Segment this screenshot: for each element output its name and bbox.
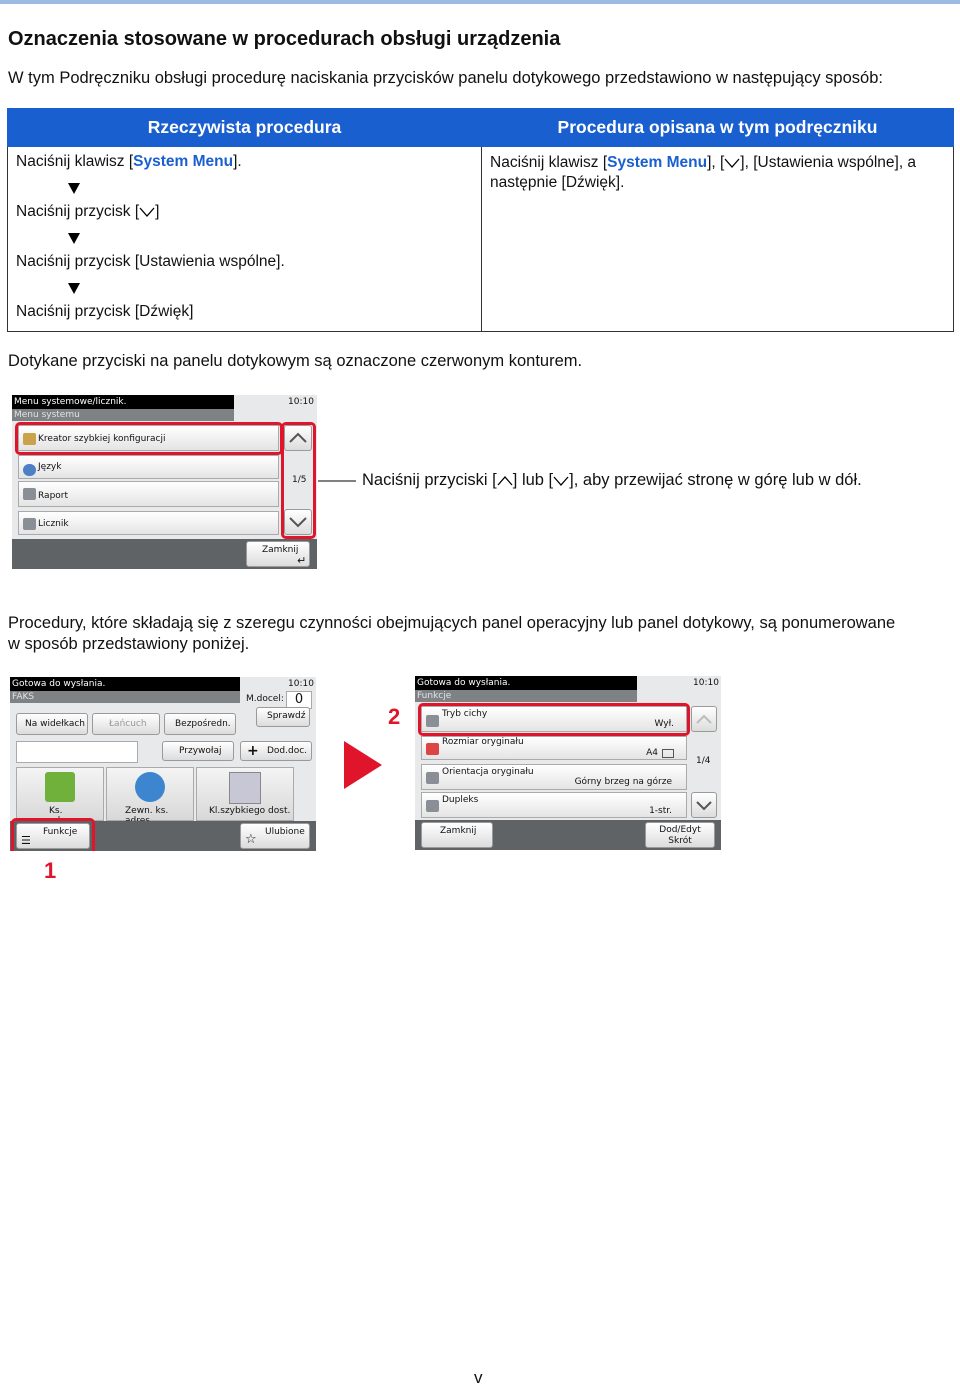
check-button[interactable]: Sprawdź — [256, 707, 310, 727]
actual-procedure-cell — [8, 147, 482, 332]
arrow-right-icon — [344, 741, 382, 789]
on-hook-button[interactable]: Na widełkach — [16, 713, 88, 735]
touch-note: Dotykane przyciski na panelu dotykowym są oznaczone czerwonym konturem. — [8, 352, 583, 370]
panel-header: Gotowa do wysłania. — [10, 677, 240, 691]
top-rule — [0, 0, 960, 4]
system-menu-key: System Menu — [133, 153, 234, 170]
function-row-duplex[interactable]: Dupleks 1-str. — [421, 792, 687, 818]
page-number: v — [474, 1368, 483, 1387]
chevron-down-icon — [553, 476, 569, 486]
page-indicator: 1/4 — [696, 756, 711, 766]
section-heading: Oznaczenia stosowane w procedurach obsługi urządzenia — [8, 28, 561, 50]
manual-step: Naciśnij klawisz [System Menu], [ ], [Ustawienia wspólne], a następnie [Dźwięk]. — [490, 154, 917, 191]
duplex-icon — [426, 800, 439, 812]
panel-subheader: Funkcje — [415, 690, 637, 702]
plus-icon: + — [247, 743, 259, 759]
panel-subheader: Menu systemu — [12, 409, 234, 421]
col-header-actual: Rzeczywista procedura — [8, 109, 482, 147]
functions-button[interactable]: ☰ Funkcje — [16, 823, 90, 849]
fax-panel — [10, 677, 316, 851]
touch-highlight — [11, 818, 95, 851]
destination-count: 0 — [286, 691, 312, 709]
address-book-icon — [45, 772, 75, 802]
procedure-table — [7, 108, 954, 332]
address-book-button[interactable]: Ks. — [16, 767, 104, 821]
chain-button[interactable]: Łańcuch — [92, 713, 160, 735]
manual-procedure-cell — [482, 147, 954, 332]
paper-icon — [662, 749, 674, 758]
globe-icon — [135, 772, 165, 802]
list-icon: ☰ — [21, 834, 31, 847]
function-row-orientation[interactable]: Orientacja oryginału Górny brzeg na górze — [421, 764, 687, 790]
add-edit-shortcut-button[interactable]: Dod/Edyt Skrót — [645, 822, 715, 848]
scroll-down-button[interactable] — [691, 792, 717, 818]
touch-highlight — [418, 703, 690, 736]
step-number-2: 2 — [388, 704, 401, 729]
scroll-note: Naciśnij przyciski [ ] lub [ ], aby przewijać stronę w górę lub w dół. — [362, 471, 862, 489]
system-menu-panel — [12, 395, 317, 569]
direct-button[interactable]: Bezpośredn. — [164, 713, 236, 735]
original-size-icon — [426, 743, 439, 755]
language-icon — [23, 464, 36, 476]
arrow-down-icon — [68, 231, 80, 249]
intro-text: W tym Podręczniku obsługi procedurę naciskania przycisków panelu dotykowego przedstawiono w następujący sposób: — [8, 69, 883, 87]
keypad-icon — [229, 772, 261, 804]
close-button[interactable]: Zamknij ↵ — [246, 541, 310, 567]
star-icon: ☆ — [245, 832, 257, 847]
scroll-highlight — [281, 422, 316, 539]
close-button[interactable]: Zamknij — [421, 822, 493, 848]
clock: 10:10 — [288, 679, 314, 689]
favorites-button[interactable]: ☆ Ulubione — [240, 823, 310, 849]
clock: 10:10 — [288, 397, 314, 407]
panel-header: Gotowa do wysłania. — [415, 676, 637, 690]
procedures-note: Procedury, które składają się z szeregu czynności obejmujących panel operacyjny lub panel dotykowy, są ponumerowane w sposób przedstawiony poniżej. — [8, 614, 896, 653]
chevron-down-icon — [139, 207, 155, 217]
step-number-1: 1 — [44, 858, 57, 883]
counter-icon — [23, 518, 36, 530]
functions-panel — [415, 676, 721, 850]
orientation-icon — [426, 772, 439, 784]
panel-header: Menu systemowe/licznik. — [12, 395, 234, 409]
add-destination-button[interactable]: + Dod.doc. — [240, 741, 312, 761]
chevron-up-icon — [497, 476, 513, 486]
enter-icon: ↵ — [297, 554, 307, 567]
arrow-down-icon — [68, 181, 80, 199]
panel-footer — [12, 539, 317, 569]
menu-item-quick-setup[interactable]: Kreator szybkiej konfiguracji — [18, 425, 279, 451]
chevron-down-icon — [724, 158, 740, 168]
function-row-quiet-mode[interactable]: Tryb cichy Wył. — [421, 706, 687, 732]
step-4: Naciśnij przycisk [Dźwięk] — [16, 303, 194, 320]
callout-line — [318, 479, 358, 483]
function-row-original-size[interactable]: Rozmiar oryginału A4 — [421, 736, 687, 760]
destination-input[interactable] — [16, 741, 138, 763]
scroll-up-button[interactable] — [691, 706, 717, 732]
step-2: Naciśnij przycisk [ ] — [16, 203, 160, 220]
external-address-book-button[interactable]: Zewn. ks. — [106, 767, 194, 821]
chevron-up-icon — [692, 707, 716, 731]
menu-item-counter[interactable]: Licznik — [18, 511, 279, 535]
report-icon — [23, 488, 36, 500]
destination-count-label: M.docel: — [246, 694, 284, 704]
one-touch-key-button[interactable]: Kl.szybkiego dost. — [196, 767, 294, 821]
arrow-down-icon — [68, 281, 80, 299]
clock: 10:10 — [693, 678, 719, 688]
recall-button[interactable]: Przywołaj — [162, 741, 234, 761]
touch-highlight — [15, 422, 283, 455]
step-1: Naciśnij klawisz [System Menu]. — [16, 153, 242, 170]
menu-item-language[interactable]: Język — [18, 455, 279, 479]
step-3: Naciśnij przycisk [Ustawienia wspólne]. — [16, 253, 285, 270]
panel-footer — [415, 820, 721, 850]
page-indicator: 1/5 — [292, 475, 307, 485]
chevron-down-icon — [692, 793, 716, 817]
col-header-manual: Procedura opisana w tym podręczniku — [482, 109, 954, 147]
menu-item-report[interactable]: Raport — [18, 481, 279, 507]
panel-subheader: FAKS — [10, 691, 240, 703]
